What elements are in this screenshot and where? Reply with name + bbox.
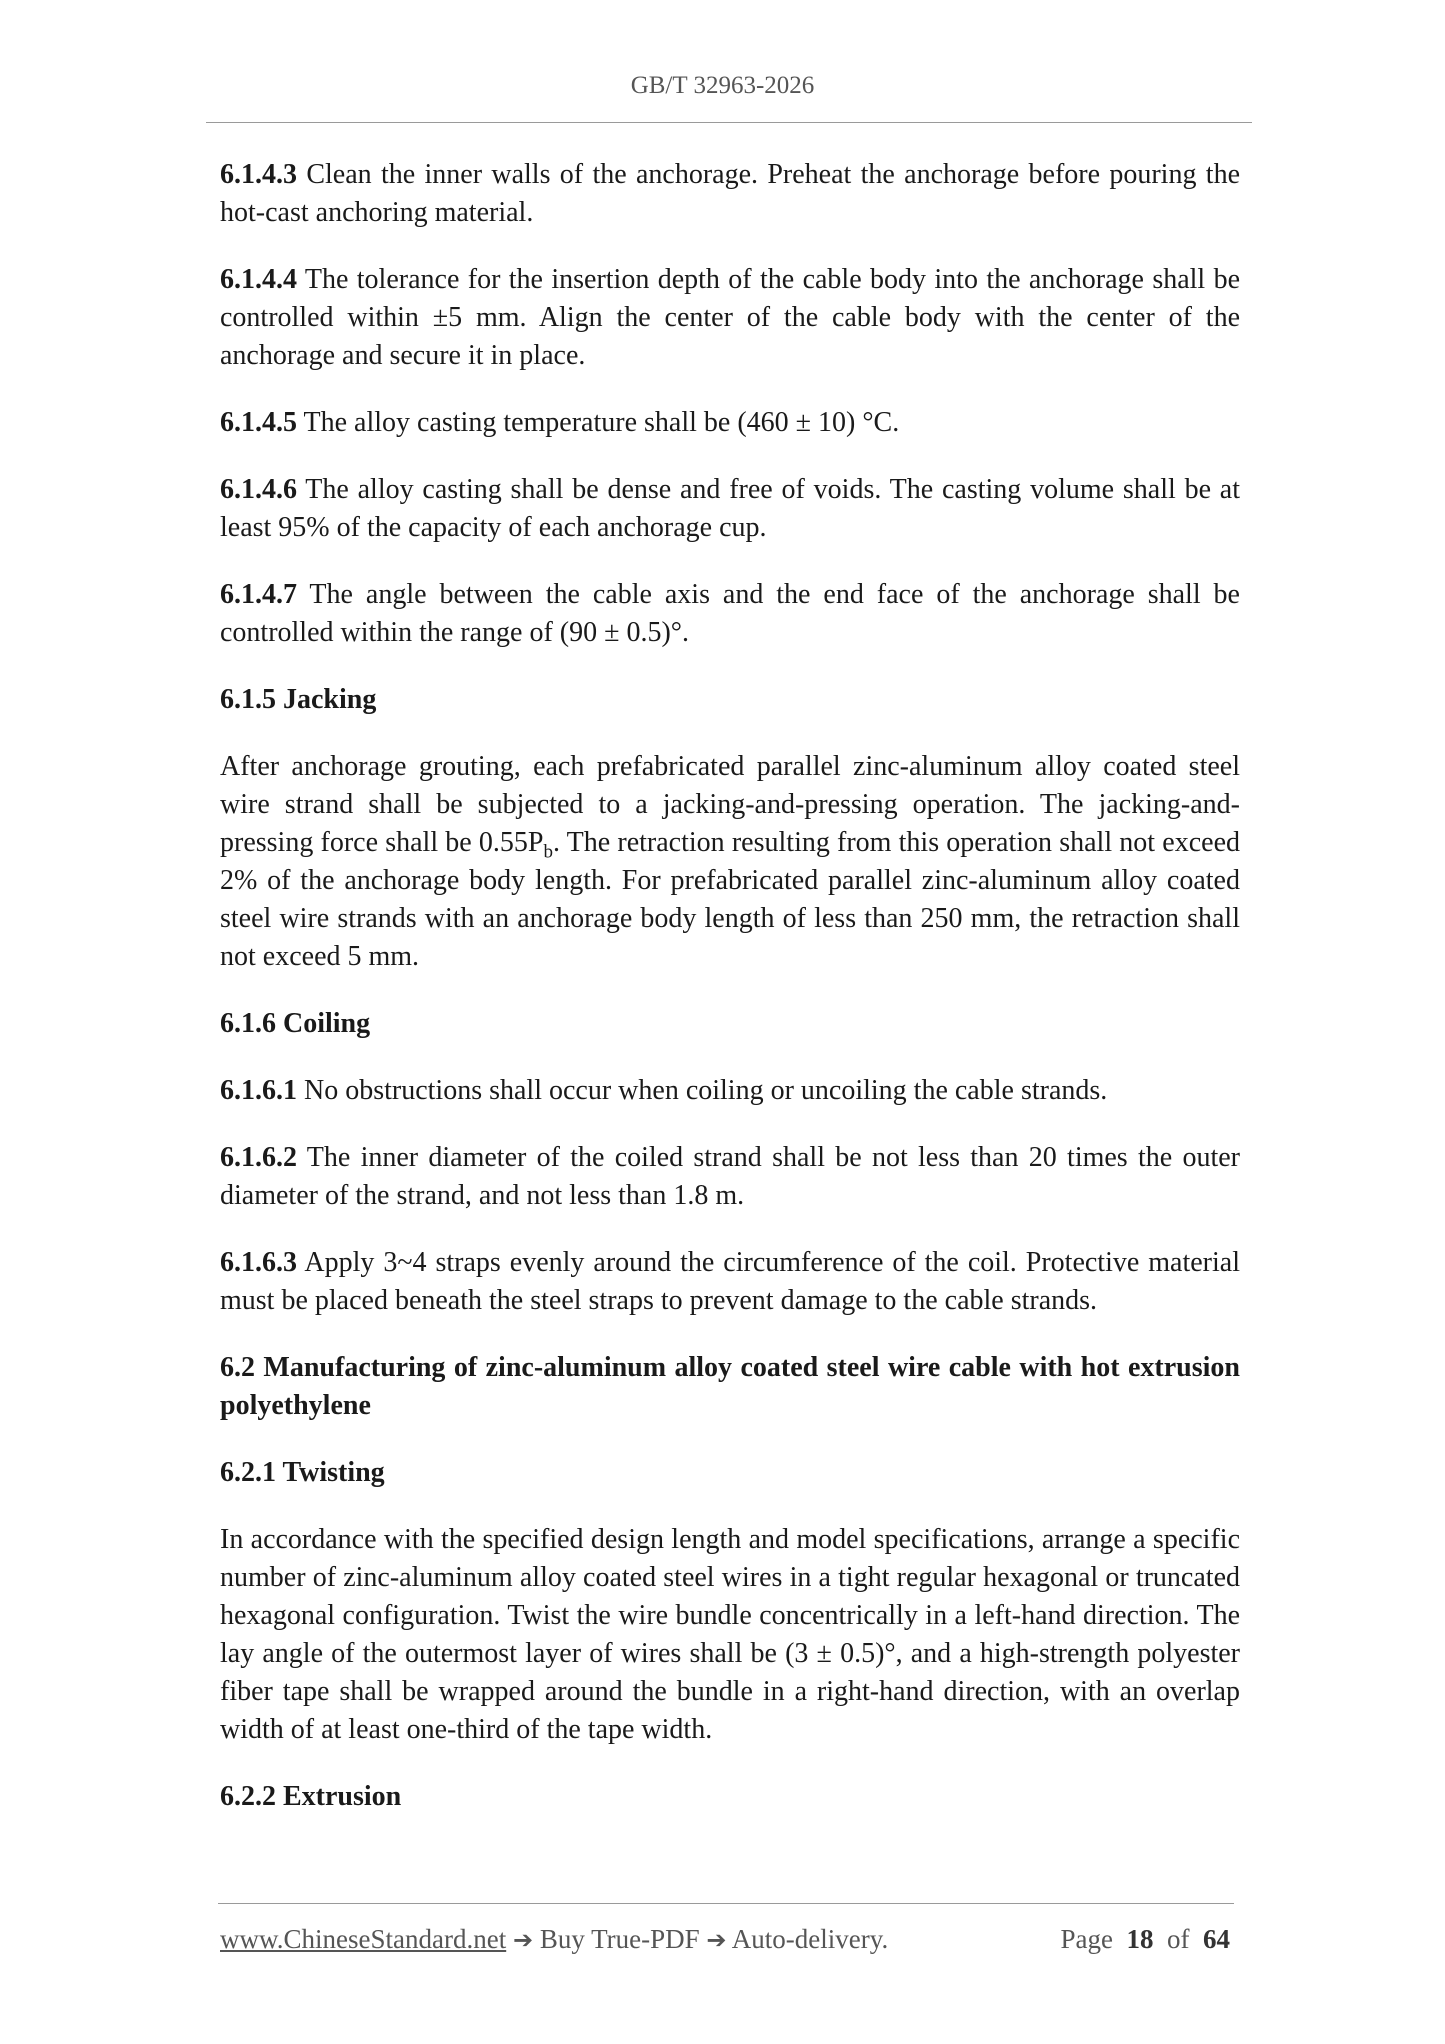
clause-number: 6.1.4.3 bbox=[220, 159, 297, 190]
website-link[interactable]: www.ChineseStandard.net bbox=[220, 1924, 507, 1954]
total-page-count: 64 bbox=[1203, 1924, 1230, 1954]
clause-6-1-4-4 bbox=[220, 261, 1240, 375]
footer-divider bbox=[218, 1903, 1234, 1904]
clause-number: 6.1.4.7 bbox=[220, 579, 297, 610]
right-arrow-icon: ➔ bbox=[706, 1926, 727, 1954]
clause-number: 6.1.4.6 bbox=[220, 474, 297, 505]
clause-text: The alloy casting temperature shall be (460 ± 10) °C. bbox=[297, 407, 900, 438]
jacking-paragraph bbox=[220, 748, 1240, 976]
footer-promo bbox=[220, 1924, 888, 1955]
page-label: Page bbox=[1060, 1924, 1113, 1954]
header-divider bbox=[206, 122, 1252, 123]
clause-6-1-4-5 bbox=[220, 404, 1240, 442]
clause-text: The inner diameter of the coiled strand shall be not less than 20 times the outer diameter of the strand, and not less than 1.8 m. bbox=[220, 1142, 1240, 1211]
page-indicator bbox=[1061, 1924, 1230, 1955]
clause-number: 6.1.6.2 bbox=[220, 1142, 297, 1173]
clause-number: 6.1.6.1 bbox=[220, 1075, 297, 1106]
jacking-text-part1: After anchorage grouting, each prefabricated parallel zinc-aluminum alloy coated steel wire strand shall be subjected to a jacking-and-pressing operation. The jacking-and-pressing force shall be 0.55P bbox=[220, 751, 1240, 858]
clause-6-1-6-3 bbox=[220, 1244, 1240, 1320]
of-label: of bbox=[1167, 1924, 1190, 1954]
clause-number: 6.1.4.5 bbox=[220, 407, 297, 438]
buy-pdf-text: Buy True-PDF bbox=[533, 1924, 707, 1954]
clause-6-1-6-2 bbox=[220, 1139, 1240, 1215]
clause-number: 6.1.6.3 bbox=[220, 1247, 297, 1278]
auto-delivery-text: Auto-delivery. bbox=[726, 1924, 889, 1954]
clause-6-1-4-6 bbox=[220, 471, 1240, 547]
clause-text: The tolerance for the insertion depth of the cable body into the anchorage shall be controlled within ±5 mm. Align the center of the cable body with the center of the anchorage and secure it in place. bbox=[220, 264, 1240, 371]
clause-text: Clean the inner walls of the anchorage. Preheat the anchorage before pouring the hot-cast anchoring material. bbox=[220, 159, 1240, 228]
subscript-b: b bbox=[543, 841, 553, 863]
section-heading-extrusion: 6.2.2 Extrusion bbox=[220, 1781, 402, 1812]
current-page-number: 18 bbox=[1126, 1924, 1154, 1954]
clause-6-1-4-7 bbox=[220, 576, 1240, 652]
document-body bbox=[220, 156, 1240, 1845]
clause-number: 6.1.4.4 bbox=[220, 264, 297, 295]
right-arrow-icon: ➔ bbox=[512, 1926, 534, 1954]
section-heading-jacking: 6.1.5 Jacking bbox=[220, 684, 377, 715]
clause-6-1-6-1 bbox=[220, 1072, 1240, 1110]
clause-text: The alloy casting shall be dense and free of voids. The casting volume shall be at least 95% of the capacity of each anchorage cup. bbox=[220, 474, 1240, 543]
section-heading-coiling: 6.1.6 Coiling bbox=[220, 1008, 371, 1039]
document-id-header: GB/T 32963-2026 bbox=[630, 72, 815, 99]
clause-text: Apply 3~4 straps evenly around the circumference of the coil. Protective material must be placed beneath the steel straps to prevent damage to the cable strands. bbox=[220, 1247, 1240, 1316]
clause-text: The angle between the cable axis and the end face of the anchorage shall be controlled within the range of (90 ± 0.5)°. bbox=[220, 579, 1240, 648]
jacking-text-part2: . The retraction resulting from this operation shall not exceed 2% of the anchorage body length. For prefabricated parallel zinc-aluminum alloy coated steel wire strands with an anchorage body length of less than 250 mm, the retraction shall not exceed 5 mm. bbox=[220, 827, 1240, 972]
section-heading-twisting: 6.2.1 Twisting bbox=[220, 1457, 385, 1488]
clause-6-1-4-3 bbox=[220, 156, 1240, 232]
twisting-paragraph: In accordance with the specified design length and model specifications, arrange a specific number of zinc-aluminum alloy coated steel wires in a tight regular hexagonal or truncated hexagonal configuration. Twist the wire bundle concentrically in a left-hand direction. The lay angle of the outermost layer of wires shall be (3 ± 0.5)°, and a high-strength polyester fiber tape shall be wrapped around the bundle in a right-hand direction, with an overlap width of at least one-third of the tape width. bbox=[220, 1524, 1240, 1745]
section-heading-6-2: 6.2 Manufacturing of zinc-aluminum alloy coated steel wire cable with hot extrusion polyethylene bbox=[220, 1352, 1240, 1421]
clause-text: No obstructions shall occur when coiling or uncoiling the cable strands. bbox=[297, 1075, 1108, 1106]
